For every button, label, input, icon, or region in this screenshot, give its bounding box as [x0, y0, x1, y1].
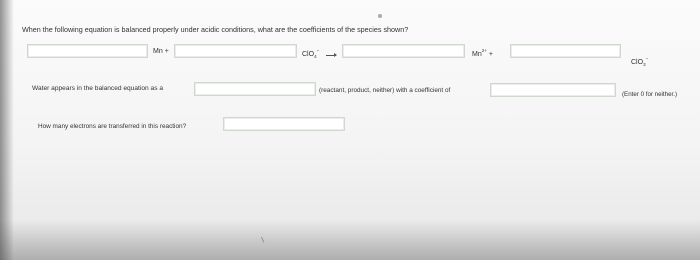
electrons-label: How many electrons are transferred in this reaction? — [38, 123, 187, 130]
coefficient-input-3[interactable] — [342, 44, 465, 58]
coefficient-input-2[interactable] — [174, 44, 297, 58]
species-manganese-ion — [472, 48, 493, 58]
perchlorate-charge: − — [316, 48, 320, 53]
coefficient-input-4[interactable] — [510, 44, 621, 58]
photo-shadow-bottom — [0, 220, 700, 260]
question-prompt: When the following equation is balanced properly under acidic conditions, what are the coefficients of the species shown? — [22, 25, 409, 34]
perchlorate-base: ClO — [302, 51, 315, 58]
coefficient-input-1[interactable] — [27, 44, 148, 58]
reaction-arrow-icon — [326, 55, 336, 56]
species-perchlorate — [302, 48, 319, 59]
water-label: Water appears in the balanced equation as a — [32, 85, 163, 92]
manganese-ion-base: Mn — [472, 51, 482, 58]
electrons-input[interactable] — [223, 117, 345, 131]
water-role-input[interactable] — [194, 82, 316, 96]
photo-speck — [378, 14, 382, 18]
manganese-ion-charge: 2+ — [481, 48, 487, 53]
species-chlorate — [631, 56, 648, 67]
plus-sign-1: + — [164, 48, 169, 55]
species-mn — [153, 48, 169, 55]
species-mn-label: Mn — [153, 48, 163, 55]
water-coefficient-input[interactable] — [490, 83, 616, 97]
chlorate-subscript: 3 — [643, 62, 646, 67]
water-hint: (Enter 0 for neither.) — [622, 91, 678, 98]
water-role-label: (reactant, product, neither) with a coefficient of — [319, 87, 451, 94]
chlorate-base: ClO — [631, 59, 644, 66]
chlorate-charge: − — [645, 56, 649, 61]
plus-sign-2: + — [488, 51, 493, 58]
perchlorate-subscript: 4 — [314, 54, 317, 59]
